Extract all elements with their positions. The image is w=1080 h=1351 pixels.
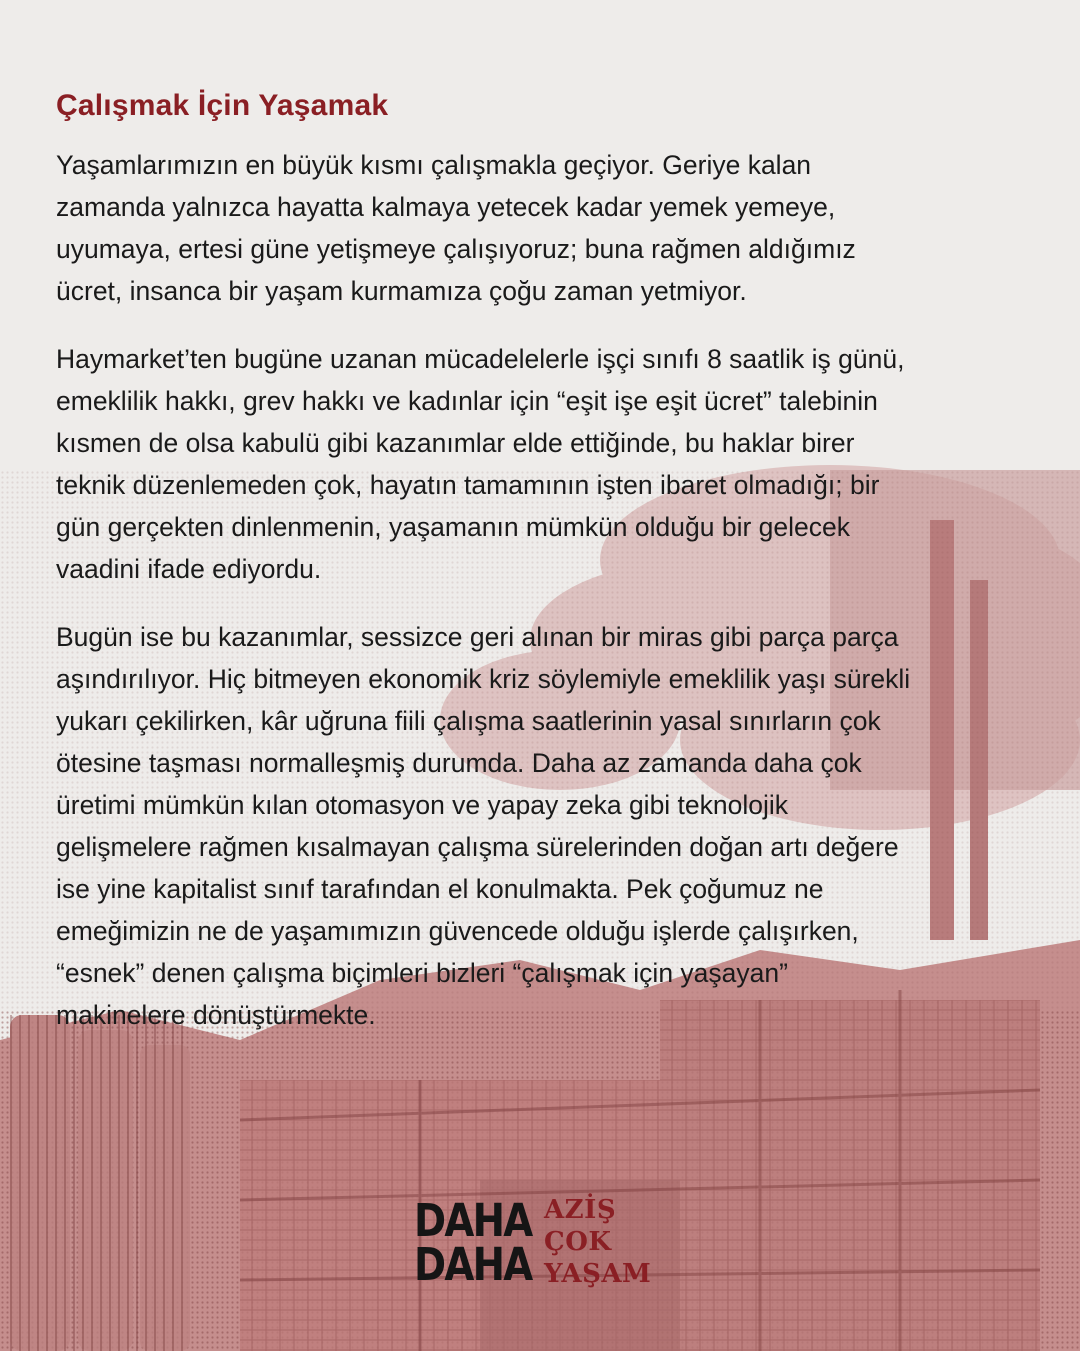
paragraph-1: Yaşamlarımızın en büyük kısmı çalışmakla geçiyor. Geriye kalan zamanda yalnızca hayatta kalmaya yetecek kadar yemek yemeye, uyumaya, ertesi güne yetişmeye çalışıyoruz; buna rağmen aldığımız ücret, insanca bir yaşam kurmamıza çoğu zaman yetmiyor. bbox=[56, 150, 856, 306]
brand-logo bbox=[414, 1196, 674, 1292]
logo-daha-top: DAHA bbox=[414, 1194, 532, 1247]
article bbox=[56, 86, 1046, 1062]
article-title: Çalışmak İçin Yaşamak bbox=[56, 89, 389, 122]
logo-word-1: AZİŞ bbox=[544, 1195, 617, 1225]
paragraph-2: Haymarket’ten bugüne uzanan mücadelelerle işçi sınıfı 8 saatlik iş günü, emeklilik hakkı, grev hakkı ve kadınlar için “eşit işe eşit ücret” talebinin kısmen de olsa kabulü gibi kazanımlar elde ettiğinde, bu haklar birer teknik düzenlemeden çok, hayatın tamamının işten ibaret olmadığı; bir gün gerçekten dinlenmenin, yaşamanın mümkün olduğu bir gelecek vaadini ifade ediyordu. bbox=[56, 344, 905, 584]
logo-word-2: ÇOK bbox=[544, 1227, 612, 1257]
logo-word-3: YAŞAM bbox=[544, 1259, 652, 1289]
paragraph-3: Bugün ise bu kazanımlar, sessizce geri alınan bir miras gibi parça parça aşındırılıyor. Hiç bitmeyen ekonomik kriz söylemiyle emeklilik yaşı sürekli yukarı çekilirken, kâr uğruna fiili çalışma saatlerinin yasal sınırların çok ötesine taşması normalleşmiş durumda. Daha az zamanda daha çok üretimi mümkün kılan otomasyon ve yapay zeka gibi teknolojik gelişmelere rağmen kısalmayan çalışma sürelerinden doğan artı değere ise yine kapitalist sınıf tarafından el konulmakta. Pek çoğumuz ne emeğimizin ne de yaşamımızın güvencede olduğu işlerde çalışırken, “esnek” denen çalışma biçimleri bizleri “çalışmak için yaşayan” makinelere dönüştürmekte. bbox=[56, 622, 911, 1030]
logo-daha-bottom: DAHA bbox=[414, 1238, 532, 1291]
